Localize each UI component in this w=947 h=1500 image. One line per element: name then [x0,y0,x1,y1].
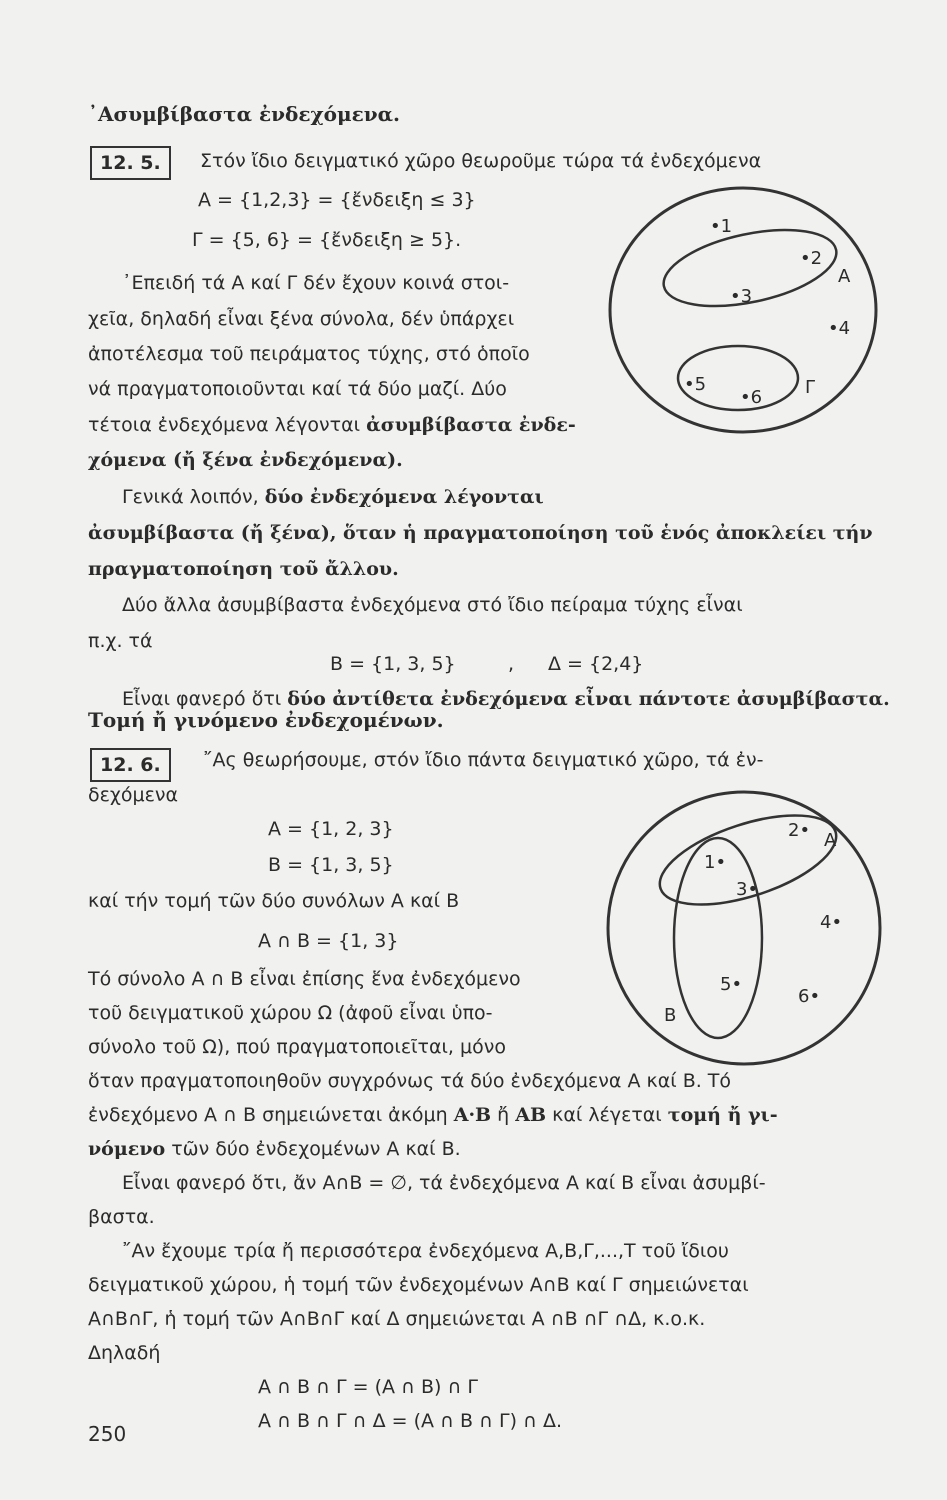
text-line [88,416,576,435]
point-label: •2 [800,248,823,269]
emphasis-span: ΑΒ [515,1104,547,1126]
emphasis-span: νόμενο [88,1138,166,1160]
paragraph-number: 12. 5. [90,146,171,180]
emphasis-span: τομή ἤ γι- [667,1104,778,1126]
emphasis-span: δύο ἀντίθετα ἐνδεχόμενα εἶναι πάντοτε ἀσυμβίβαστα. [287,688,890,710]
section-heading: ᾽Ασυμβίβαστα ἐνδεχόμενα. [88,102,401,126]
text-line: ὅταν πραγματοποιηθοῦν συγχρόνως τά δύο ἐνδεχόμενα Α καί Β. Τό [88,1070,732,1092]
point-label: •5 [684,374,707,395]
paragraph-number: 12. 6. [90,748,171,782]
set-label: Α [824,830,837,851]
point-label: 1• [704,852,727,873]
emphasis-line: ἀσυμβίβαστα (ἤ ξένα), ὅταν ἡ πραγματοποίηση τοῦ ἑνός ἀποκλείει τήν [88,522,873,544]
formula-line: Α = {1, 2, 3} [268,818,394,840]
text-line: ᾽Επειδή τά Α καί Γ δέν ἔχουν κοινά στοι- [122,272,510,294]
text-span: Εἶναι φανερό ὅτι [122,688,282,710]
emphasis-line: χόμενα (ἤ ξένα ἐνδεχόμενα). [88,449,403,471]
text-line: νά πραγματοποιοῦνται καί τά δύο μαζί. Δύο [88,378,507,400]
set-label: Γ [805,377,816,398]
formula-line: Β = {1, 3, 5} [268,854,394,876]
text-line [88,1106,778,1125]
emphasis-span: δύο ἐνδεχόμενα λέγονται [264,486,544,508]
point-label: •3 [730,286,753,307]
text-line: δεχόμενα [88,784,178,806]
text-span: τῶν δύο ἐνδεχομένων Α καί Β. [171,1138,461,1160]
text-line: σύνολο τοῦ Ω), πού πραγματοποιεῖται, μόνο [88,1036,506,1058]
text-line: Εἶναι φανερό ὅτι, ἄν Α∩Β = ∅, τά ἐνδεχόμενα Α καί Β εἶναι ἀσυμβί- [122,1172,766,1194]
text-line: καί τήν τομή τῶν δύο συνόλων Α καί Β [88,890,460,912]
set-label: Β [664,1005,677,1026]
section-heading: Τομή ἤ γινόμενο ἐνδεχομένων. [88,708,444,732]
text-line [88,1140,461,1159]
point-label: •4 [828,318,851,339]
formula-line: Α ∩ Β ∩ Γ = (Α ∩ Β) ∩ Γ [258,1376,479,1398]
emphasis-span: Α·Β [453,1104,492,1126]
text-line: Στόν ἴδιο δειγματικό χῶρο θεωροῦμε τώρα τά ἐνδεχόμενα [200,150,762,172]
page-number: 250 [88,1422,127,1446]
text-line [122,488,544,507]
formula-line: Α ∩ Β = {1, 3} [258,930,399,952]
text-line: Δύο ἄλλα ἀσυμβίβαστα ἐνδεχόμενα στό ἴδιο πείραμα τύχης εἶναι [122,594,743,616]
text-span: καί λέγεται [552,1104,662,1126]
emphasis-span: ἀσυμβίβαστα ἐνδε- [366,414,576,436]
text-span: Γενικά λοιπόν, [122,486,259,508]
text-line [122,690,890,709]
text-line: βαστα. [88,1206,155,1228]
emphasis-line: πραγματοποίηση τοῦ ἄλλου. [88,558,399,580]
formula-line: Γ = {5, 6} = {ἔνδειξη ≥ 5}. [192,229,462,251]
text-span: ἐνδεχόμενο Α ∩ Β σημειώνεται ἀκόμη [88,1104,448,1126]
text-line: τοῦ δειγματικοῦ χώρου Ω (ἀφοῦ εἶναι ὑπο- [88,1002,493,1024]
formula-line: Α = {1,2,3} = {ἔνδειξη ≤ 3} [198,189,476,211]
point-label: 4• [820,912,843,933]
point-label: •6 [740,387,763,408]
formula-line: Β = {1, 3, 5} [330,653,456,675]
point-label: 2• [788,820,811,841]
text-line: Α∩Β∩Γ, ἡ τομή τῶν Α∩Β∩Γ καί Δ σημειώνεται Α ∩Β ∩Γ ∩Δ, κ.ο.κ. [88,1308,706,1330]
formula-separator: , [508,653,515,675]
venn-diagram-disjoint [600,170,900,470]
point-label: 5• [720,974,743,995]
text-line: ῎Ας θεωρήσουμε, στόν ἴδιο πάντα δειγματικό χῶρο, τά ἐν- [203,749,764,771]
point-label: 6• [798,986,821,1007]
formula-line: Δ = {2,4} [548,653,644,675]
text-line: π.χ. τά [88,630,153,652]
text-span: τέτοια ἐνδεχόμενα λέγονται [88,414,361,436]
text-line: χεῖα, δηλαδή εἶναι ξένα σύνολα, δέν ὑπάρχει [88,308,515,330]
formula-line: Α ∩ Β ∩ Γ ∩ Δ = (Α ∩ Β ∩ Γ) ∩ Δ. [258,1410,563,1432]
point-label: 3• [736,879,759,900]
venn-diagram-intersection [598,788,888,1078]
set-label: Α [838,266,851,287]
text-line: Δηλαδή [88,1342,161,1364]
point-label: •1 [710,216,733,237]
text-line: Τό σύνολο Α ∩ Β εἶναι ἐπίσης ἕνα ἐνδεχόμενο [88,968,521,990]
set-a-ellipse [649,797,846,922]
text-span: ἤ [497,1104,510,1126]
text-line: δειγματικοῦ χώρου, ἡ τομή τῶν ἐνδεχομένων Α∩Β καί Γ σημειώνεται [88,1274,749,1296]
text-line: ἀποτέλεσμα τοῦ πειράματος τύχης, στό ὁποῖο [88,343,530,365]
text-line: ῎Αν ἔχουμε τρία ἤ περισσότερα ἐνδεχόμενα Α,Β,Γ,...,Τ τοῦ ἴδιου [122,1240,729,1262]
